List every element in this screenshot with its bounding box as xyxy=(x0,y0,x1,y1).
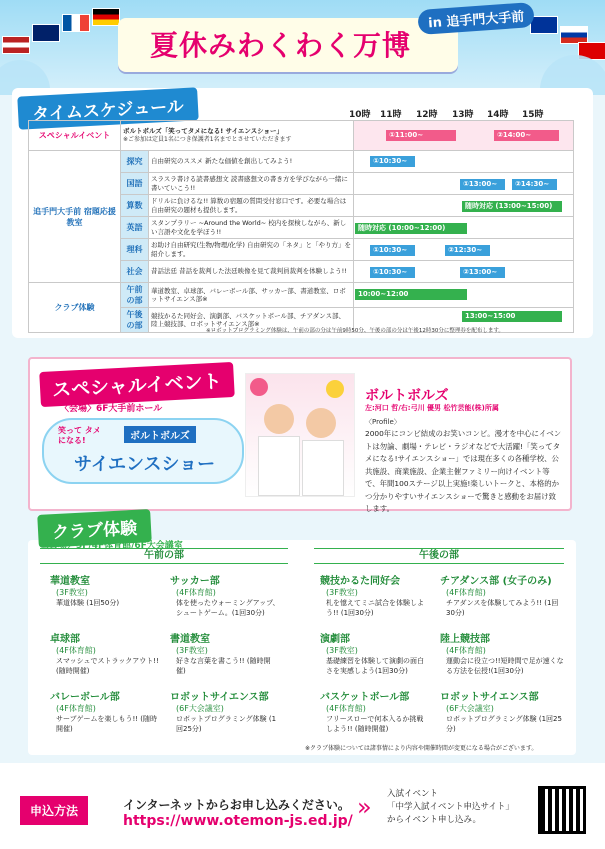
club-desc: 札を憶えてミニ試合を体験しよう!! (1回30分) xyxy=(326,599,424,617)
flag-icon xyxy=(2,36,30,54)
slot-bar: 13:00~15:00 xyxy=(462,311,562,322)
slot-bar: ②14:00~ xyxy=(494,130,559,141)
lab-coat-icon xyxy=(258,436,300,496)
club-item xyxy=(320,630,430,676)
page-title: 夏休みわくわく万博 xyxy=(150,29,412,62)
club-item xyxy=(440,688,565,734)
club-item xyxy=(170,572,280,618)
club-name: ロボットサイエンス部 xyxy=(440,692,539,703)
performer-face-icon xyxy=(264,404,294,434)
club-name: ロボットサイエンス部 xyxy=(170,692,269,703)
chevron-right-icon: » xyxy=(357,793,372,821)
row-sub: 午前の部 xyxy=(121,283,149,308)
club-item xyxy=(320,688,430,734)
profile-label: 〈Profile〉 xyxy=(365,418,401,426)
event-line: 入試イベント xyxy=(387,789,439,799)
hour-label: 11時 xyxy=(380,110,402,120)
club-name: バスケットボール部 xyxy=(320,692,410,703)
club-name: チアダンス部 (女子のみ) xyxy=(440,576,552,587)
club-item xyxy=(50,572,160,608)
row-desc: スラスラ書ける読書感想文 読書感想文の書き方を学びながら一緒に書いていこう!! xyxy=(149,173,354,195)
flag-icon xyxy=(530,16,558,34)
club-venue: 〈会場〉3F/4F体育館/6F大会議室 xyxy=(40,541,183,551)
hour-label: 13時 xyxy=(452,110,474,120)
club-item xyxy=(50,688,160,734)
club-venue-text: (4F体育館) xyxy=(446,646,486,655)
row-desc: スタンプラリー ~Around the World~ 校内を探検しながら、新しい言語や文化を学ぼう!! xyxy=(149,217,354,239)
table-row xyxy=(29,121,574,151)
performer-photo xyxy=(245,373,355,497)
table-row xyxy=(29,151,574,173)
club-item xyxy=(320,572,430,618)
event-line: 「中学入試イベント申込サイト」 xyxy=(387,802,514,812)
slot-bar: ②13:00~ xyxy=(460,267,505,278)
logo-small-text: 笑って タメになる! xyxy=(58,426,101,445)
club-title: クラブ体験 xyxy=(37,509,152,548)
row-desc: 自由研究のススメ 新たな価値を創出してみよう! xyxy=(149,151,354,173)
row-desc xyxy=(121,121,354,151)
slot-bar: 随時対応 (10:00~12:00) xyxy=(355,223,467,234)
club-venue-text: (3F教室) xyxy=(326,646,358,655)
category-club: クラブ体験 xyxy=(29,283,121,333)
flag-icon xyxy=(62,14,90,32)
category-special: スペシャルイベント xyxy=(29,121,121,151)
club-item xyxy=(50,630,160,676)
club-desc: 華道体験 (1回50分) xyxy=(56,599,120,607)
club-desc: 体を使ったウォーミングアップ、シュートゲーム。(1回30分) xyxy=(176,599,280,617)
event-info xyxy=(387,788,514,827)
slot-bar: ①10:30~ xyxy=(370,245,415,256)
balloon-icon xyxy=(326,380,344,398)
slot-bar: 随時対応 (13:00~15:00) xyxy=(462,201,562,212)
club-venue-text: (4F体育館) xyxy=(56,704,96,713)
row-desc: 競技かるた同好会、演劇部、バスケットボール部、チアダンス部、陸上競技部、ロボットサイエンス部※ xyxy=(149,308,354,333)
club-desc: ロボットプログラミング体験 (1回25分) xyxy=(176,715,277,733)
hour-label: 14時 xyxy=(487,110,509,120)
club-name: サッカー部 xyxy=(170,576,220,587)
performer-face-icon xyxy=(306,408,336,438)
club-name: 華道教室 xyxy=(50,576,90,587)
club-venue-text: (4F体育館) xyxy=(446,588,486,597)
row-sub: 社会 xyxy=(121,261,149,283)
schedule-table xyxy=(28,120,574,333)
row-sub: 午後の部 xyxy=(121,308,149,333)
category-study: 追手門大手前 宿題応援教室 xyxy=(29,151,121,283)
flag-icon xyxy=(92,8,120,26)
special-venue: 〈会場〉6F大手前ホール xyxy=(60,404,163,414)
slot-bar: ②14:30~ xyxy=(512,179,557,190)
website-link[interactable]: https://www.otemon-js.ed.jp/ xyxy=(123,813,353,829)
venue-tag: in 追手門大手前 xyxy=(417,2,535,35)
schedule-footnote: ※ロボットプログラミング体験は、午前の部の分は午前9時50分、午後の部の分は午後12時30分に整理券を配布します。 xyxy=(206,328,504,334)
club-item xyxy=(170,630,280,676)
club-desc: 好きな言葉を書こう!! (随時開催) xyxy=(176,657,271,675)
row-sub: 理科 xyxy=(121,239,149,261)
club-venue-text: (6F大会議室) xyxy=(176,704,224,713)
club-name: 競技かるた同好会 xyxy=(320,576,400,587)
club-name: 演劇部 xyxy=(320,634,350,645)
club-name: 書道教室 xyxy=(170,634,210,645)
hour-label: 15時 xyxy=(522,110,544,120)
slot-bar: 10:00~12:00 xyxy=(355,289,467,300)
club-desc: スマッシュでストラックアウト!! (随時開催) xyxy=(56,657,159,675)
row-sub: 国語 xyxy=(121,173,149,195)
logo-name: ボルトボルズ xyxy=(124,426,196,443)
row-desc: 昔話法廷 昔話を裁判した法廷映像を見て裁判員裁判を体験しよう!! xyxy=(149,261,354,283)
club-item xyxy=(440,630,565,676)
balloon-icon xyxy=(250,378,268,396)
slot-bar: ②12:30~ xyxy=(445,245,490,256)
performer-members: 左:河口 哲/右:弓川 優男 松竹芸能(株)所属 xyxy=(365,404,499,412)
club-item xyxy=(170,688,280,734)
club-desc: フリースローで何本入るか挑戦しよう!! (随時開催) xyxy=(326,715,424,733)
hour-label: 10時 xyxy=(349,110,371,120)
club-desc: サーブゲームを楽しもう!! (随時開催) xyxy=(56,715,158,733)
special-title: スペシャルイベント xyxy=(39,362,234,407)
special-desc: ボルトボルズ「笑ってタメになる! サイエンスショー」 xyxy=(123,127,283,136)
schedule-title: タイムスケジュール xyxy=(17,87,198,129)
club-name: 卓球部 xyxy=(50,634,80,645)
club-name: バレーボール部 xyxy=(50,692,120,703)
club-desc: 基礎練習を体験して演劇の面白さを実感しよう(1回30分) xyxy=(326,657,424,675)
slot-bar: ①11:00~ xyxy=(386,130,456,141)
afternoon-header: 午後の部 xyxy=(314,548,564,564)
special-note: ※ご参加は定員1名につき保護者1名までとさせていただきます xyxy=(123,136,292,144)
flag-icon xyxy=(32,24,60,42)
row-desc: 華道教室、卓球部、バレーボール部、サッカー部、書道教室、ロボットサイエンス部※ xyxy=(149,283,354,308)
event-line: からイベント申し込み。 xyxy=(387,815,482,825)
lab-coat-icon xyxy=(302,440,344,496)
apply-label: 申込方法 xyxy=(20,796,88,825)
club-name: 陸上競技部 xyxy=(440,634,490,645)
profile-text: 2000年にコンビ結成のお笑いコンビ。漫才を中心にイベントは勿論、劇場・テレビ・ラジオなどで大活躍!「笑ってタメになる!サイエンスショー」では現在多くの各種学校、公共施設、商業施設、企業主催ファミリー向けイベント等で、年間100ステージ以上実施!楽しいトークと、本格的かつ分かりやすいサイエンスショーで驚きと感動をお届け致します。 xyxy=(365,429,562,513)
performer-name: ボルトボルズ xyxy=(365,388,449,404)
club-venue-text: (3F教室) xyxy=(176,646,208,655)
club-venue-text: (6F大会議室) xyxy=(446,704,494,713)
row-sub: 算数 xyxy=(121,195,149,217)
slot-bar: ①10:30~ xyxy=(370,156,415,167)
club-venue-text: (3F教室) xyxy=(56,588,88,597)
hour-label: 12時 xyxy=(416,110,438,120)
club-venue-text: (4F体育館) xyxy=(176,588,216,597)
row-desc: お助け自由研究(生物/物理/化学) 自由研究の「ネタ」と「やり方」を紹介します。 xyxy=(149,239,354,261)
science-show-logo xyxy=(42,418,244,484)
club-desc: 運動会に役立つ!!短時間で足が速くなる方法を伝授!(1回30分) xyxy=(446,657,564,675)
table-row xyxy=(29,283,574,308)
row-sub: 探究 xyxy=(121,151,149,173)
club-item xyxy=(440,572,565,618)
row-sub: 英語 xyxy=(121,217,149,239)
apply-text: インターネットからお申し込みください。 xyxy=(123,798,350,812)
club-venue-text: (4F体育館) xyxy=(56,646,96,655)
club-venue-text: (3F教室) xyxy=(326,588,358,597)
row-desc: ドリルに負けるな!! 算数の宿題の質問受付窓口です。必要な場合は自由研究の題材も提供します。 xyxy=(149,195,354,217)
slot-bar: ①13:00~ xyxy=(460,179,505,190)
club-desc: チアダンスを体験してみよう!! (1回30分) xyxy=(446,599,559,617)
club-venue-text: (4F体育館) xyxy=(326,704,366,713)
logo-main: サイエンスショー xyxy=(74,454,216,475)
morning-header: 午前の部 xyxy=(40,548,288,564)
club-note: ※クラブ体験については諸事情により内容や開催時間が変更になる場合がございます。 xyxy=(305,745,538,752)
qr-code-icon[interactable] xyxy=(538,786,586,834)
club-desc: ロボットプログラミング体験 (1回25分) xyxy=(446,715,562,733)
slot-bar: ①10:30~ xyxy=(370,267,415,278)
